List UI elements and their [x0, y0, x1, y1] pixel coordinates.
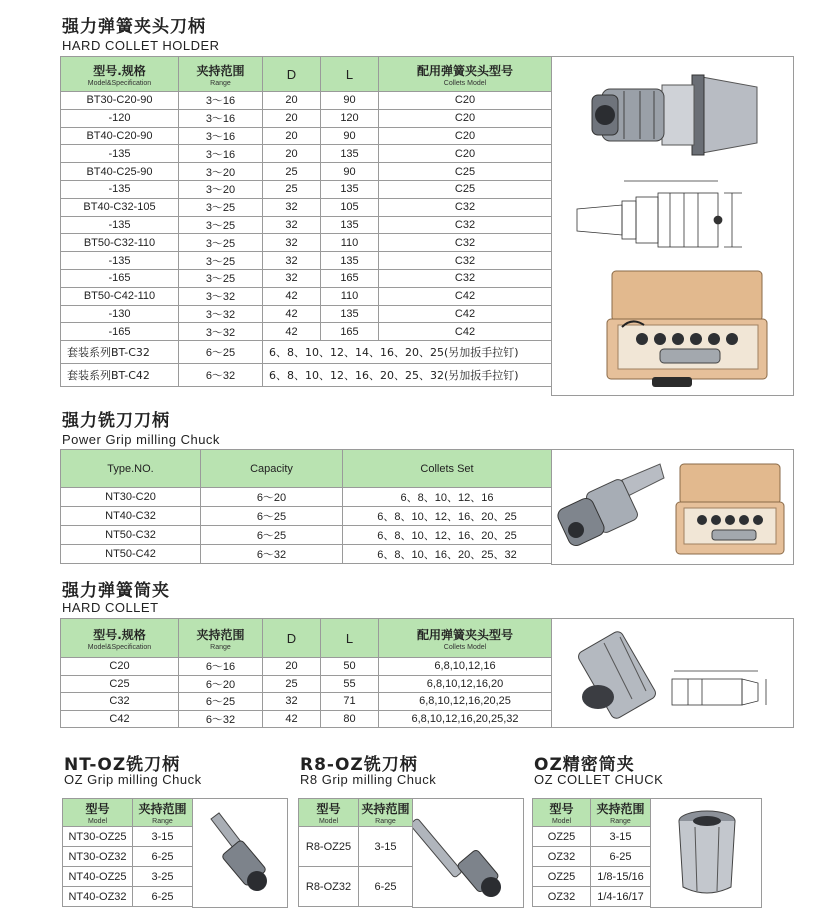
table-row	[61, 507, 552, 526]
table-row	[61, 323, 552, 341]
range-cell: 6～25	[179, 693, 263, 711]
d-cell: 32	[263, 216, 321, 234]
l-cell: 90	[321, 163, 379, 181]
collet-cell: C20	[379, 92, 552, 110]
table-row	[61, 269, 552, 287]
d-cell: 25	[263, 180, 321, 198]
range-cell: 6-25	[133, 887, 193, 907]
power-grip-illustrations	[552, 450, 795, 566]
type-cell: NT50-C32	[61, 526, 201, 545]
nt-oz-chuck-illustration	[193, 799, 289, 909]
range-cell: 3-15	[359, 827, 413, 867]
d-cell: 20	[263, 109, 321, 127]
range-cell: 3～25	[179, 198, 263, 216]
r8-oz-image-panel	[412, 798, 524, 908]
range-cell: 3～25	[179, 216, 263, 234]
d-cell: 42	[263, 287, 321, 305]
l-cell: 80	[321, 710, 379, 728]
header-type: Type.NO.	[61, 450, 201, 488]
table-row	[61, 526, 552, 545]
header-model: 型号 Model	[299, 799, 359, 827]
section6-subtitle: OZ COLLET CHUCK	[534, 772, 664, 787]
range-cell: 1/4-16/17	[591, 887, 651, 907]
model-cell: BT40-C32-105	[61, 198, 179, 216]
header-collet: 配用弹簧夹头型号 Collets Model	[379, 619, 552, 658]
model-cell: BT50-C42-110	[61, 287, 179, 305]
r8-oz-table	[298, 798, 413, 907]
l-cell: 50	[321, 658, 379, 676]
d-cell: 32	[263, 252, 321, 270]
header-l: L	[321, 619, 379, 658]
header-range: 夹持范围 Range	[179, 57, 263, 92]
d-cell: 20	[263, 92, 321, 110]
model-cell: -135	[61, 252, 179, 270]
section5-subtitle: R8 Grip milling Chuck	[300, 772, 437, 787]
model-cell: -165	[61, 269, 179, 287]
header-range: 夹持范围 Range	[133, 799, 193, 827]
range-cell: 3～20	[179, 163, 263, 181]
l-cell: 90	[321, 92, 379, 110]
power-grip-images-panel	[551, 449, 794, 565]
l-cell: 135	[321, 216, 379, 234]
d-cell: 42	[263, 305, 321, 323]
collet-cell: C25	[379, 163, 552, 181]
collet-cell: C42	[379, 287, 552, 305]
collet-cell: C42	[379, 305, 552, 323]
range-cell: 3～32	[179, 287, 263, 305]
model-cell: -165	[61, 323, 179, 341]
l-cell: 55	[321, 675, 379, 693]
range-cell: 3-15	[591, 827, 651, 847]
range-cell: 3-15	[133, 827, 193, 847]
table-row	[61, 252, 552, 270]
section3-subtitle: HARD COLLET	[62, 600, 159, 615]
model-cell: NT40-OZ25	[63, 867, 133, 887]
model-cell: C20	[61, 658, 179, 676]
set-range-cell: 6～25	[179, 341, 263, 364]
model-cell: C42	[61, 710, 179, 728]
set-model-cell: 套装系列BT-C32	[61, 341, 179, 364]
holder-drawing-icon	[577, 181, 742, 247]
header-range: 夹持范围 Range	[591, 799, 651, 827]
table-row	[533, 867, 651, 887]
r8-oz-chuck-icon	[413, 818, 501, 897]
table-row	[61, 216, 552, 234]
power-grip-chuck-icon	[555, 464, 664, 548]
model-cell: -130	[61, 305, 179, 323]
collet-cell: C20	[379, 109, 552, 127]
section2-title: 强力铣刀刀柄	[62, 411, 170, 431]
section3-title: 强力弹簧筒夹	[62, 581, 170, 601]
model-cell: C32	[61, 693, 179, 711]
table-row	[61, 92, 552, 110]
l-cell: 110	[321, 287, 379, 305]
table-row	[61, 163, 552, 181]
model-cell: NT30-OZ25	[63, 827, 133, 847]
range-cell: 3-25	[133, 867, 193, 887]
capacity-cell: 6～25	[201, 526, 343, 545]
table-row	[61, 127, 552, 145]
l-cell: 135	[321, 145, 379, 163]
collet-cell: C20	[379, 145, 552, 163]
model-cell: NT30-OZ32	[63, 847, 133, 867]
set-range-cell: 6～32	[179, 364, 263, 387]
header-model: 型号 Model	[533, 799, 591, 827]
range-cell: 6-25	[133, 847, 193, 867]
power-grip-chuck-table	[60, 449, 552, 564]
table-row	[63, 867, 193, 887]
type-cell: NT30-C20	[61, 488, 201, 507]
range-cell: 6～32	[179, 710, 263, 728]
table-row	[533, 887, 651, 907]
table-row	[61, 198, 552, 216]
d-cell: 42	[263, 710, 321, 728]
holder-images-panel	[551, 56, 794, 396]
table-row	[61, 234, 552, 252]
range-cell: 3～16	[179, 109, 263, 127]
collet-cell: C32	[379, 198, 552, 216]
d-cell: 25	[263, 163, 321, 181]
table-row	[63, 887, 193, 907]
tool-case-icon	[607, 271, 767, 387]
l-cell: 165	[321, 269, 379, 287]
range-cell: 1/8-15/16	[591, 867, 651, 887]
table-row	[61, 675, 552, 693]
table-row	[61, 693, 552, 711]
l-cell: 110	[321, 234, 379, 252]
header-model: 型号.规格 Model&Specification	[61, 57, 179, 92]
section1-subtitle: HARD COLLET HOLDER	[62, 38, 220, 53]
collet-cell: C32	[379, 252, 552, 270]
section1-title: 强力弹簧夹头刀柄	[62, 17, 206, 37]
section2-subtitle: Power Grip milling Chuck	[62, 432, 220, 447]
collets-set-cell: 6、8、10、12、16	[343, 488, 552, 507]
d-cell: 20	[263, 145, 321, 163]
collet-cell: C32	[379, 216, 552, 234]
collet-cell: C32	[379, 234, 552, 252]
table-row	[61, 287, 552, 305]
type-cell: NT40-C32	[61, 507, 201, 526]
model-cell: R8-OZ32	[299, 867, 359, 907]
table-row	[533, 827, 651, 847]
set-collets-cell: 6、8、10、12、14、16、20、25(另加扳手拉钉)	[263, 341, 552, 364]
header-collets-set: Collets Set	[343, 450, 552, 488]
l-cell: 90	[321, 127, 379, 145]
range-cell: 3～25	[179, 234, 263, 252]
header-l: L	[321, 57, 379, 92]
capacity-cell: 6～32	[201, 545, 343, 564]
oz-collet-image-panel	[650, 798, 762, 908]
table-row	[61, 145, 552, 163]
table-row	[61, 658, 552, 676]
table-row	[299, 867, 413, 907]
model-cell: OZ32	[533, 847, 591, 867]
header-model: 型号 Model	[63, 799, 133, 827]
l-cell: 105	[321, 198, 379, 216]
type-cell: NT50-C42	[61, 545, 201, 564]
table-row	[299, 827, 413, 867]
model-cell: OZ32	[533, 887, 591, 907]
set-model-cell: 套装系列BT-C42	[61, 364, 179, 387]
table-row	[63, 847, 193, 867]
l-cell: 135	[321, 180, 379, 198]
range-cell: 3～32	[179, 305, 263, 323]
section5-title: R8-OZ铣刀柄	[300, 755, 418, 775]
table-row	[63, 827, 193, 847]
hard-collet-illustrations	[552, 619, 795, 729]
table-row	[61, 710, 552, 728]
header-model: 型号.规格 Model&Specification	[61, 619, 179, 658]
table-row	[61, 545, 552, 564]
collet-cell: C20	[379, 127, 552, 145]
d-cell: 20	[263, 127, 321, 145]
section4-title: NT-OZ铣刀柄	[64, 755, 181, 775]
range-cell: 3～16	[179, 92, 263, 110]
collet-cell: C42	[379, 323, 552, 341]
capacity-cell: 6～25	[201, 507, 343, 526]
header-d: D	[263, 619, 321, 658]
model-cell: BT40-C25-90	[61, 163, 179, 181]
collet-cell: C25	[379, 180, 552, 198]
collet-cell: 6,8,10,12,16,20	[379, 675, 552, 693]
collet-drawing-icon	[672, 671, 766, 705]
d-cell: 42	[263, 323, 321, 341]
holder-illustrations	[552, 57, 795, 397]
range-cell: 3～32	[179, 323, 263, 341]
table-row	[61, 305, 552, 323]
nt-oz-image-panel	[192, 798, 288, 908]
model-cell: -135	[61, 180, 179, 198]
nt-oz-chuck-icon	[211, 813, 267, 891]
l-cell: 135	[321, 252, 379, 270]
range-cell: 6～20	[179, 675, 263, 693]
range-cell: 3～20	[179, 180, 263, 198]
section4-subtitle: OZ Grip milling Chuck	[64, 772, 202, 787]
range-cell: 3～16	[179, 127, 263, 145]
oz-collet-table	[532, 798, 651, 907]
power-grip-case-icon	[676, 464, 784, 554]
range-cell: 3～25	[179, 269, 263, 287]
model-cell: BT30-C20-90	[61, 92, 179, 110]
d-cell: 32	[263, 234, 321, 252]
collet-product-icon	[576, 630, 657, 721]
model-cell: BT50-C32-110	[61, 234, 179, 252]
hard-collet-images-panel	[551, 618, 794, 728]
header-collet: 配用弹簧夹头型号 Collets Model	[379, 57, 552, 92]
model-cell: OZ25	[533, 827, 591, 847]
collets-set-cell: 6、8、10、12、16、20、25	[343, 526, 552, 545]
header-capacity: Capacity	[201, 450, 343, 488]
header-range: 夹持范围 Range	[179, 619, 263, 658]
model-cell: BT40-C20-90	[61, 127, 179, 145]
section6-title: OZ精密筒夹	[534, 755, 635, 775]
table-row	[61, 180, 552, 198]
l-cell: 135	[321, 305, 379, 323]
model-cell: R8-OZ25	[299, 827, 359, 867]
oz-collet-icon	[679, 811, 735, 893]
collet-cell: 6,8,10,12,16,20,25	[379, 693, 552, 711]
range-cell: 3～16	[179, 145, 263, 163]
d-cell: 25	[263, 675, 321, 693]
capacity-cell: 6～20	[201, 488, 343, 507]
model-cell: -135	[61, 216, 179, 234]
model-cell: NT40-OZ32	[63, 887, 133, 907]
l-cell: 71	[321, 693, 379, 711]
hard-collet-table	[60, 618, 552, 728]
bt-holder-icon	[592, 75, 757, 155]
collet-cell: 6,8,10,12,16	[379, 658, 552, 676]
header-d: D	[263, 57, 321, 92]
collets-set-cell: 6、8、10、12、16、20、25	[343, 507, 552, 526]
header-range: 夹持范围 Range	[359, 799, 413, 827]
d-cell: 20	[263, 658, 321, 676]
collet-cell: 6,8,10,12,16,20,25,32	[379, 710, 552, 728]
table-row	[61, 341, 552, 364]
model-cell: -120	[61, 109, 179, 127]
range-cell: 6-25	[359, 867, 413, 907]
l-cell: 120	[321, 109, 379, 127]
range-cell: 3～25	[179, 252, 263, 270]
table-row	[61, 109, 552, 127]
r8-oz-chuck-illustration	[413, 799, 525, 909]
table-row	[533, 847, 651, 867]
d-cell: 32	[263, 693, 321, 711]
d-cell: 32	[263, 198, 321, 216]
hard-collet-holder-table	[60, 56, 552, 387]
range-cell: 6-25	[591, 847, 651, 867]
d-cell: 32	[263, 269, 321, 287]
table-row	[61, 488, 552, 507]
oz-collet-illustration	[651, 799, 763, 909]
model-cell: OZ25	[533, 867, 591, 887]
model-cell: C25	[61, 675, 179, 693]
collet-cell: C32	[379, 269, 552, 287]
table-row	[61, 364, 552, 387]
set-collets-cell: 6、8、10、12、16、20、25、32(另加扳手拉钉)	[263, 364, 552, 387]
model-cell: -135	[61, 145, 179, 163]
l-cell: 165	[321, 323, 379, 341]
collets-set-cell: 6、8、10、16、20、25、32	[343, 545, 552, 564]
range-cell: 6～16	[179, 658, 263, 676]
nt-oz-table	[62, 798, 193, 907]
